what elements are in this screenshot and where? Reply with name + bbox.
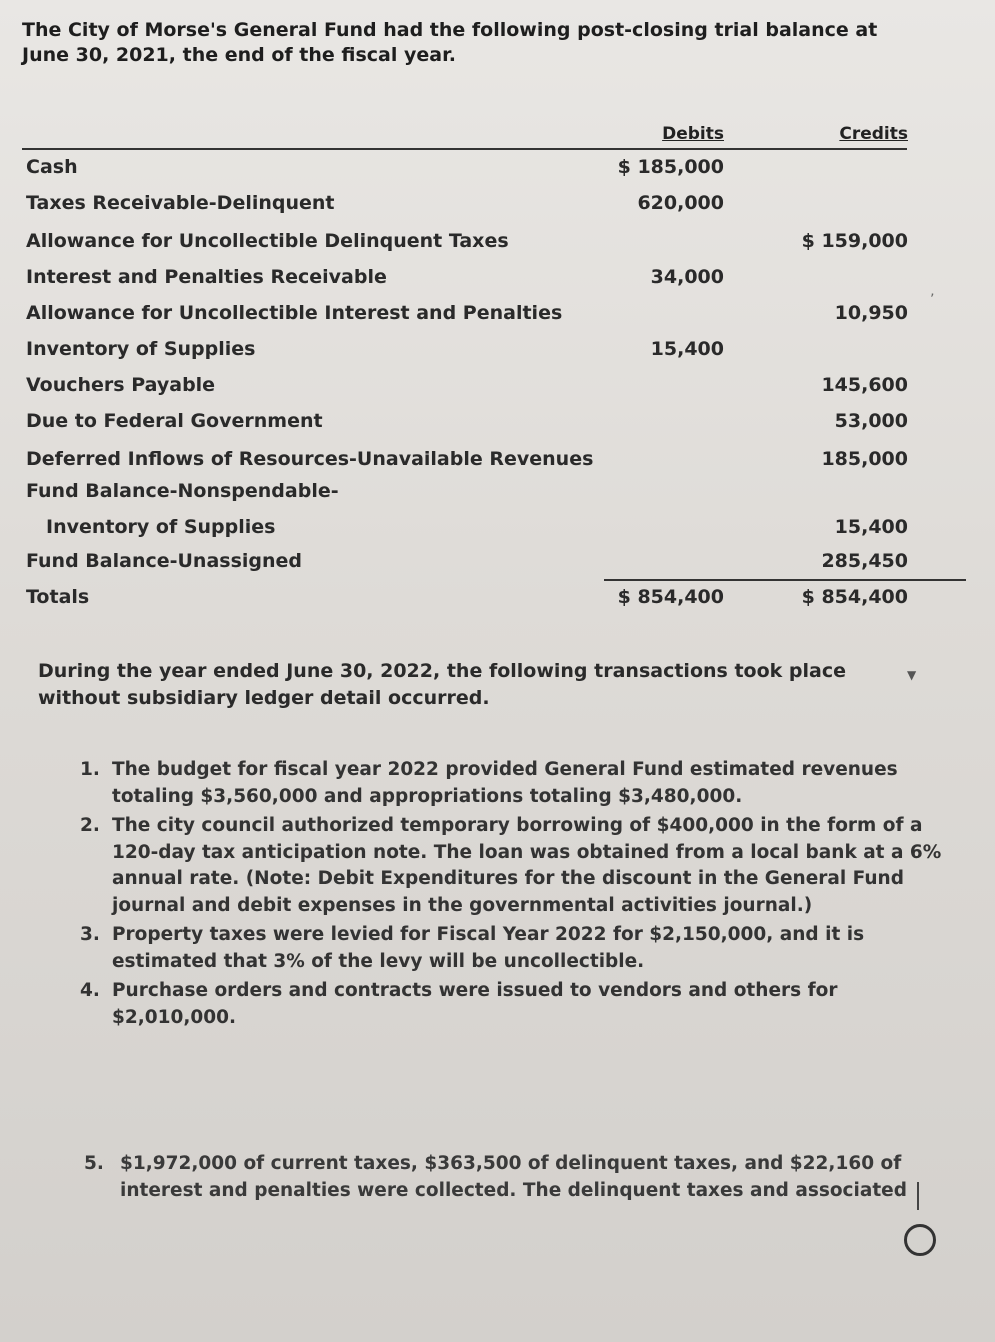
credit-value: 10,950 <box>834 302 908 324</box>
account-name: Inventory of Supplies <box>26 338 256 360</box>
list-item <box>76 978 966 1031</box>
table-row <box>0 374 995 404</box>
credit-value: 15,400 <box>834 516 908 538</box>
lead-line-2: without subsidiary ledger detail occurred. <box>38 687 490 709</box>
debits-header: Debits <box>662 124 724 144</box>
item-text: Purchase orders and contracts were issued to vendors and others for $2,010,000. <box>112 980 838 1028</box>
totals-row <box>0 586 995 616</box>
table-row <box>0 156 995 186</box>
account-name: Cash <box>26 156 78 178</box>
table-row <box>0 516 995 546</box>
scroll-arrow-icon: ▼ <box>907 668 917 682</box>
item-number: 5. <box>84 1153 104 1174</box>
account-name: Fund Balance-Nonspendable- <box>26 480 339 502</box>
account-name: Deferred Inflows of Resources-Unavailable Revenues <box>26 448 594 470</box>
lead-line-1: During the year ended June 30, 2022, the following transactions took place <box>38 660 846 682</box>
intro-line-1: The City of Morse's General Fund had the following post-closing trial balance at <box>22 19 878 41</box>
item-number: 1. <box>80 759 100 780</box>
credit-value: 53,000 <box>834 410 908 432</box>
transaction-list <box>76 757 966 1034</box>
table-row <box>0 410 995 440</box>
item-text: Property taxes were levied for Fiscal Year 2022 for $2,150,000, and it is estimated that 3% of the levy will be uncollectible. <box>112 924 865 972</box>
table-row <box>0 480 995 510</box>
transactions-lead <box>38 658 918 712</box>
credit-total: $ 854,400 <box>801 586 908 608</box>
account-name: Interest and Penalties Receivable <box>26 266 387 288</box>
account-name: Due to Federal Government <box>26 410 323 432</box>
circle-icon[interactable] <box>904 1224 936 1256</box>
credit-value: $ 159,000 <box>801 230 908 252</box>
item-text: $1,972,000 of current taxes, $363,500 of delinquent taxes, and $22,160 of interest and penalties were collected. The delinquent taxes and associated <box>120 1153 907 1201</box>
account-name: Fund Balance-Unassigned <box>26 550 303 572</box>
table-row <box>0 448 995 478</box>
account-name: Vouchers Payable <box>26 374 216 396</box>
credits-header: Credits <box>839 124 908 144</box>
table-row <box>0 338 995 368</box>
list-item <box>76 813 966 919</box>
table-row <box>0 192 995 222</box>
debit-value: 15,400 <box>650 338 724 360</box>
account-name: Inventory of Supplies <box>46 516 276 538</box>
account-name: Totals <box>26 586 90 608</box>
debit-value: $ 185,000 <box>617 156 724 178</box>
credit-value: 145,600 <box>821 374 908 396</box>
credit-value: 185,000 <box>821 448 908 470</box>
intro-line-2: June 30, 2021, the end of the fiscal year. <box>22 44 456 66</box>
table-row <box>0 302 995 332</box>
item-number: 4. <box>80 980 100 1001</box>
item-number: 2. <box>80 815 100 836</box>
debit-value: 620,000 <box>637 192 724 214</box>
item-text: The budget for fiscal year 2022 provided General Fund estimated revenues totaling $3,560,000 and appropriations totaling $3,480,000. <box>112 759 898 807</box>
debit-value: 34,000 <box>650 266 724 288</box>
credit-value: 285,450 <box>821 550 908 572</box>
item-text: The city council authorized temporary borrowing of $400,000 in the form of a 120-day tax anticipation note. The loan was obtained from a local bank at a 6% annual rate. (Note: Debit Expenditures for the discount in the General Fund journal and debit expenses in the governmental activities journal.) <box>112 815 942 916</box>
account-name: Allowance for Uncollectible Delinquent Taxes <box>26 230 509 252</box>
account-name: Allowance for Uncollectible Interest and Penalties <box>26 302 563 324</box>
list-item <box>84 1150 934 1204</box>
list-item <box>76 757 966 810</box>
stray-mark: ’ <box>930 292 935 308</box>
table-top-rule <box>22 148 907 150</box>
text-cursor <box>917 1182 919 1210</box>
totals-rule <box>604 579 966 581</box>
item-number: 3. <box>80 924 100 945</box>
table-row <box>0 550 995 580</box>
table-row <box>0 266 995 296</box>
intro-paragraph <box>22 18 972 68</box>
table-row <box>0 230 995 260</box>
account-name: Taxes Receivable-Delinquent <box>26 192 335 214</box>
debit-total: $ 854,400 <box>617 586 724 608</box>
list-item <box>76 922 966 975</box>
